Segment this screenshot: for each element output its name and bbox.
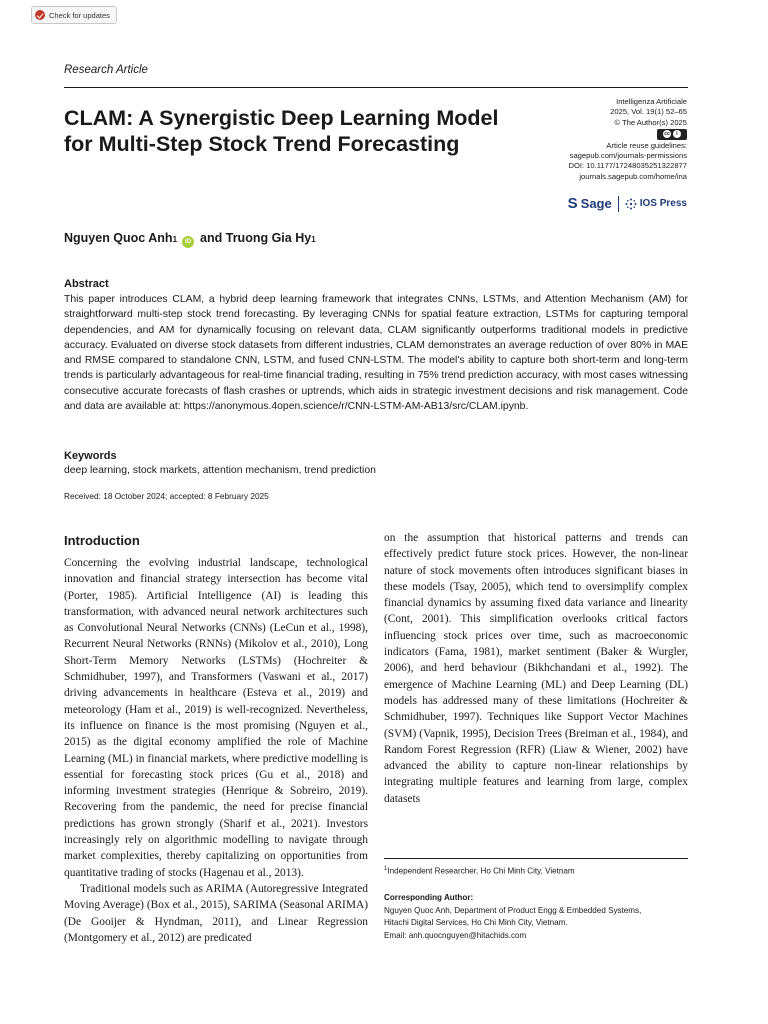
keywords-text: deep learning, stock markets, attention mechanism, trend prediction xyxy=(64,465,376,476)
journal-link[interactable]: journals.sagepub.com/home/ina xyxy=(579,171,687,181)
orcid-icon[interactable]: iD xyxy=(182,236,194,248)
author-affiliation-marker: 1 xyxy=(172,235,178,244)
header-divider xyxy=(64,87,688,88)
section-heading-introduction: Introduction xyxy=(64,533,140,548)
right-column-paragraph: on the assumption that historical patterns and trends can effectively predict future stock prices. However, the non-linear nature of stock movements often introduces significant biases in these models (Tsay, 2005), which tend to oversimplify complex financial dynamics by assuming fixed data variance and linearity (Cont, 2001). This simplification overlooks critical factors influencing stock prices over time, such as macroeconomic indicators (Fama, 1981), market sentiment (Baker & Wurgler, 2006), and herd behaviour (Bikhchandani et al., 1992). The emergence of Machine Learning (ML) and Deep Learning (DL) models has addressed many of these limitations (Hochreiter & Schmidhuber, 1997). Techniques like Support Vector Machines (SVM) (Vapnik, 1995), Decision Trees (Breiman et al., 1984), and Random Forest Regression (RFR) (Liaw & Wiener, 2002) have advanced the ability to capture non-linear relationships by integrating multiple features and learning from large, complex datasets xyxy=(384,532,688,805)
corresponding-author-heading: Corresponding Author: xyxy=(384,893,474,902)
left-column xyxy=(64,555,368,946)
author-line xyxy=(64,231,316,247)
author-name: Truong Gia Hy xyxy=(225,231,312,245)
article-type: Research Article xyxy=(64,64,148,76)
ios-press-logo: IOS Press xyxy=(625,198,687,210)
reuse-link[interactable]: sagepub.com/journals-permissions xyxy=(569,151,687,161)
logo-divider xyxy=(618,196,619,212)
corresponding-author-details xyxy=(384,905,641,942)
reuse-label: Article reuse guidelines: xyxy=(606,140,687,150)
received-date: Received: 18 October 2024; accepted: 8 February 2025 xyxy=(64,491,269,501)
abstract-text: This paper introduces CLAM, a hybrid deep learning framework that integrates CNNs, LSTMs, and Attention Mechanism (AM) for straightforward multi-step stock trend forecasting. By leveraging CNNs for spatial feature extraction, LSTMs for capturing temporal dependencies, and AM for dynamically focusing on relevant data, CLAM significantly outperforms traditional models in predictive accuracy. Evaluated on diverse stock datasets from different industries, CLAM demonstrates an average reduction of over 80% in MAE and RMSE compared to standalone CNN, LSTM, and fused CNN-LSTM. The model's ability to capture both short-term and long-term trends is particularly advantageous for real-time financial trading, resulting in 75% trend prediction accuracy, with most cases witnessing consecutive accurate forecasts of flash crashes or uptrends, which aids in strategic investment decisions and risk management. Code and data are available at: https://anonymous.4open.science/r/CNN-LSTM-AM-AB13/src/CLAM.ipynb. xyxy=(64,294,688,413)
check-for-updates-button[interactable] xyxy=(31,6,117,24)
author-affiliation-marker: 1 xyxy=(311,235,316,244)
keywords-heading: Keywords xyxy=(64,450,117,462)
paragraph: Traditional models such as ARIMA (Autoregressive Integrated Moving Average) (Box et al., 2015), SARIMA (Seasonal ARIMA) (De Gooijer & Hyndman, 2011), and Linear Regression (Montgomery et al., 2012) are predicated xyxy=(64,882,368,944)
abstract-heading: Abstract xyxy=(64,278,109,290)
paragraph: Concerning the evolving industrial landscape, technological innovation and financial strategy intersection has become vital (Porter, 1985). Artificial Intelligence (AI) is leading this transformation, with advanced neural network architectures such as Convolutional Neural Networks (CNNs) (LeCun et al., 1998), Recurrent Neural Networks (RNNs) (Mikolov et al., 2010), Long Short-Term Memory Networks (LSTMs) (Hochreiter & Schmidhuber, 1997), and Transformers (Vaswani et al., 2017) driving advancements in healthcare (Esteva et al., 2019) and meteorology (Ham et al., 2019) is well-recognized. Nevertheless, its influence on finance is the most promising (Nguyen et al., 2015) as the digital economy amplified the role of Machine Learning (ML) in financial markets, where predictive modelling is essential for forecasting stock prices (Gu et al., 2018) and informing investment strategies (Henrique & Sobreiro, 2019). Recovering from the pandemic, the need for precise financial predictions has grown strongly (Sharif et al., 2021). Investors increasingly rely on algorithmic modelling to navigate through market complexities, thereby capitalizing on opportunities from quantitative trading of stocks (Hagenau et al., 2013). xyxy=(64,557,368,879)
journal-volume: 2025, Vol. 19(1) 52–65 xyxy=(610,107,687,117)
creative-commons-icon: cc i xyxy=(657,129,687,140)
corr-email[interactable]: Email: anh.quocnguyen@hitachids.com xyxy=(384,930,527,940)
publisher-logos xyxy=(568,195,687,212)
author-connector: and xyxy=(200,231,223,245)
author-name: Nguyen Quoc Anh xyxy=(64,231,173,245)
paper-title: CLAM: A Synergistic Deep Learning Model for Multi-Step Stock Trend Forecasting xyxy=(64,106,499,156)
affiliation-footnote: $^1$Independent Researcher, Ho Chi Minh City, Vietnam xyxy=(384,866,575,876)
check-for-updates-label: Check for updates xyxy=(49,10,110,20)
journal-name: Intelligenza Artificiale xyxy=(616,97,687,106)
check-badge-icon xyxy=(35,10,45,20)
journal-meta xyxy=(467,97,687,182)
footnote-divider xyxy=(384,858,688,859)
copyright: © The Author(s) 2025 xyxy=(614,117,687,127)
doi-link[interactable]: DOI: 10.1177/17248035251322877 xyxy=(568,161,687,171)
corr-line: Hitachi Digital Services, Ho Chi Minh City, Vietnam. xyxy=(384,918,568,928)
corr-line: Nguyen Quoc Anh, Department of Product Engg & Embedded Systems, xyxy=(384,906,642,915)
sage-logo: S Sage xyxy=(567,195,612,212)
ios-press-icon xyxy=(625,198,637,210)
